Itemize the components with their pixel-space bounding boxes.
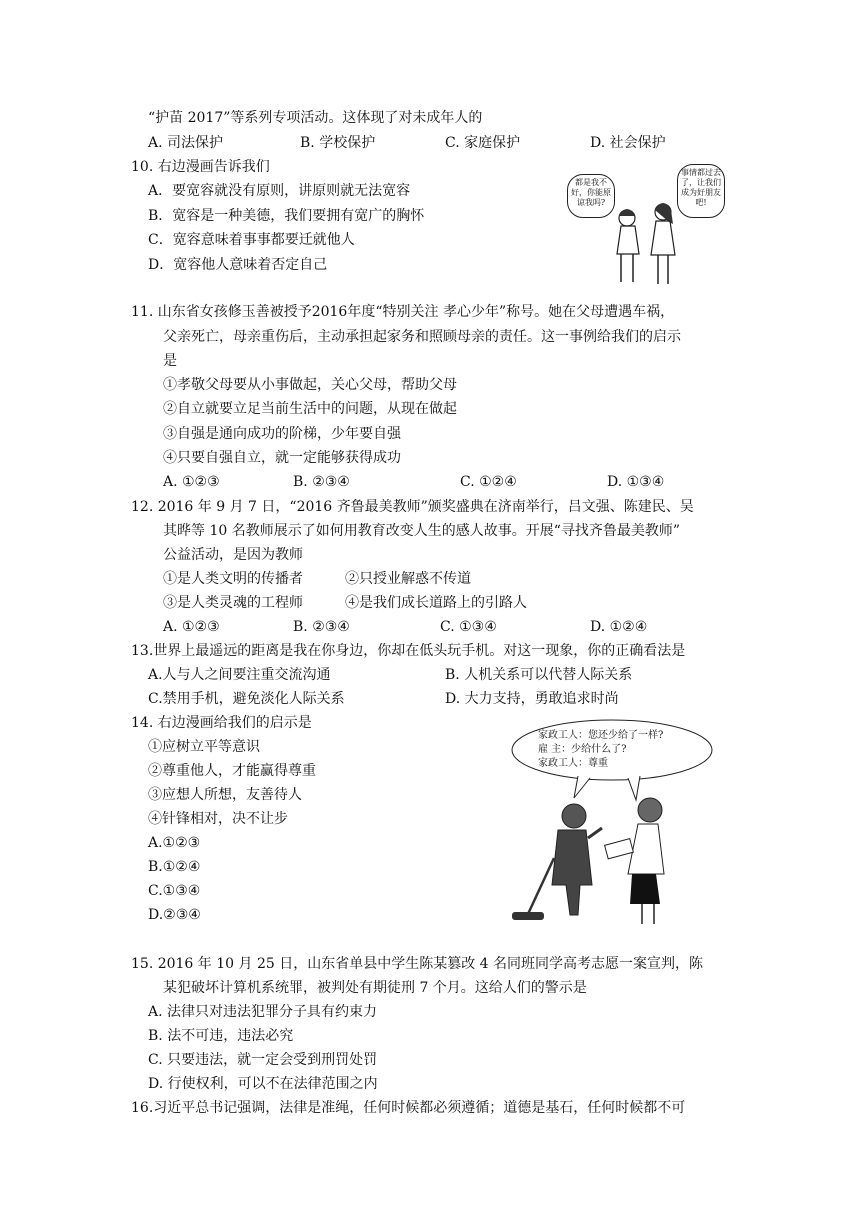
q14-option-a: A.①②③ [148,835,201,851]
q15-stem-line2: 某犯破坏计算机系统罪，被判处有期徒刑 7 个月。这给人们的警示是 [163,980,587,996]
q12-item-2: ②只授业解惑不传道 [345,571,471,587]
q11-item-2: ②自立就要立足当前生活中的问题，从现在做起 [163,401,457,417]
q14-item-2: ②尊重他人，才能赢得尊重 [148,763,316,779]
q9-option-b: B. 学校保护 [300,135,376,151]
q14-option-c: C.①③④ [148,883,201,899]
q12-item-4: ④是我们成长道路上的引路人 [345,595,527,611]
q14-option-b: B.①②④ [148,859,201,875]
q10-left-speech-bubble: 都是我不好，你能原谅我吗? [567,174,615,218]
q11-option-a: A. ①②③ [163,474,220,490]
q11-option-b: B. ②③④ [293,474,350,490]
q15-option-d: D. 行使权利，可以不在法律范围之内 [148,1076,378,1092]
q12-item-1: ①是人类文明的传播者 [163,571,303,587]
q11-option-c: C. ①②④ [460,474,517,490]
q14-item-3: ③应想人所想，友善待人 [148,787,302,803]
q9-option-d: D. 社会保护 [590,135,666,151]
q14-cartoon [508,718,713,938]
q14-dialog-line2: 雇 主：少给什么了? [538,744,627,755]
q12-option-c: C. ①③④ [440,619,497,635]
q13-option-a: A.人与人之间要注重交流沟通 [148,667,331,683]
q16-stem: 16.习近平总书记强调，法律是准绳，任何时候都必须遵循；道德是基石，任何时候都不可 [131,1100,686,1116]
q15-option-b: B. 法不可违，违法必究 [148,1028,294,1044]
q15-option-a: A. 法律只对违法犯罪分子具有约束力 [148,1004,378,1020]
q11-option-d: D. ①③④ [607,474,665,490]
q12-option-b: B. ②③④ [293,619,350,635]
q10-right-speech-bubble: 事情都过去了，让我们成为好朋友吧! [677,164,725,218]
q14-stem: 14. 右边漫画给我们的启示是 [131,715,312,731]
q12-option-d: D. ①②④ [590,619,648,635]
q10-option-c: C．宽容意味着事事都要迁就他人 [148,232,355,248]
q11-item-1: ①孝敬父母要从小事做起，关心父母，帮助父母 [163,377,457,393]
q12-item-3: ③是人类灵魂的工程师 [163,595,303,611]
q13-stem: 13.世界上最遥远的距离是我在你身边，你却在低头玩手机。对这一现象，你的正确看法是 [131,643,686,659]
q12-stem-line2: 其晔等 10 名教师展示了如何用教育改变人生的感人故事。开展“寻找齐鲁最美教师” [163,523,681,539]
q10-cartoon [555,160,727,290]
q12-stem-line3: 公益活动，是因为教师 [163,547,303,563]
q15-stem-line1: 15. 2016 年 10 月 25 日，山东省单县中学生陈某篡改 4 名同班同学高考志愿一案宣判，陈 [131,956,704,972]
q11-stem-line2: 父亲死亡，母亲重伤后，主动承担起家务和照顾母亲的责任。这一事例给我们的启示 [163,329,681,345]
q10-stem: 10. 右边漫画告诉我们 [131,159,270,175]
q11-item-4: ④只要自强自立，就一定能够获得成功 [163,450,401,466]
q15-option-c: C. 只要违法，就一定会受到刑罚处罚 [148,1052,378,1068]
q11-stem-line1: 11. 山东省女孩修玉善被授予2016年度“特别关注 孝心少年”称号。她在父母遭遇车祸， [131,304,675,320]
q13-option-c: C.禁用手机，避免淡化人际关系 [148,691,345,707]
q14-item-4: ④针锋相对，决不让步 [148,811,288,827]
q13-option-d: D. 大力支持，勇敢追求时尚 [445,691,619,707]
q14-item-1: ①应树立平等意识 [148,739,260,755]
q14-dialog-line1: 家政工人：您还少给了一样? [538,730,664,741]
q12-option-a: A. ①②③ [163,619,220,635]
q10-option-b: B．宽容是一种美德，我们要拥有宽广的胸怀 [148,208,425,224]
q11-stem-line3: 是 [163,353,177,369]
q10-option-a: A．要宽容就没有原则，讲原则就无法宽容 [148,183,411,199]
q14-option-d: D.②③④ [148,907,201,923]
q12-stem-line1: 12. 2016 年 9 月 7 日，“2016 齐鲁最美教师”颁奖盛典在济南举行，吕文强、陈建民、吴 [131,499,694,515]
q11-item-3: ③自强是通向成功的阶梯，少年要自强 [163,426,401,442]
q14-dialog-line3: 家政工人：尊重 [538,758,608,769]
q13-option-b: B. 人机关系可以代替人际关系 [445,667,633,683]
q9-option-a: A. 司法保护 [148,135,224,151]
q9-stem: “护苗 2017”等系列专项活动。这体现了对未成年人的 [148,110,483,126]
q10-option-d: D．宽容他人意味着否定自己 [148,257,328,273]
q9-option-c: C. 家庭保护 [445,135,521,151]
